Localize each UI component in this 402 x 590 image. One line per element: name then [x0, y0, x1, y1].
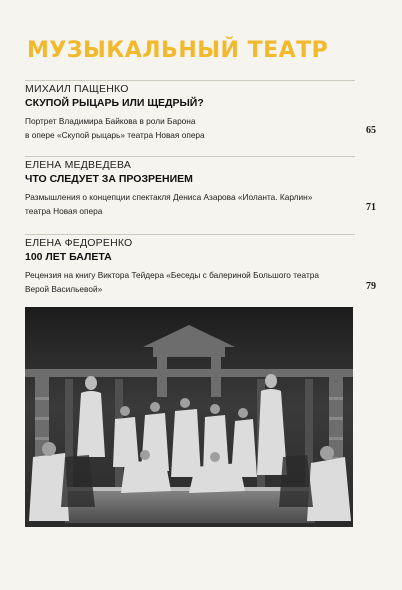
entry-description: [25, 114, 355, 142]
page-number[interactable]: 65: [366, 125, 376, 136]
section-title: МУЗЫКАЛЬНЫЙ ТЕАТР: [27, 38, 329, 63]
page-number[interactable]: 71: [366, 202, 376, 213]
stage-photo-illustration: [25, 307, 353, 527]
entry-description-line: в опере «Скупой рыцарь» театра Новая опера: [25, 130, 205, 140]
divider: [25, 156, 355, 157]
page-number[interactable]: 79: [366, 281, 376, 292]
divider: [25, 80, 355, 81]
entry-title[interactable]: СКУПОЙ РЫЦАРЬ ИЛИ ЩЕДРЫЙ?: [25, 97, 204, 109]
entry-title[interactable]: 100 ЛЕТ БАЛЕТА: [25, 251, 112, 263]
entry-author: ЕЛЕНА ФЕДОРЕНКО: [25, 237, 133, 249]
entry-description-line: Верой Васильевой»: [25, 284, 103, 294]
entry-description: [25, 268, 355, 296]
entry-description: [25, 190, 355, 218]
entry-description-line: Рецензия на книгу Виктора Тейдера «Беседы с балериной Большого театра: [25, 270, 319, 280]
entry-description-line: Портрет Владимира Байкова в роли Барона: [25, 116, 196, 126]
entry-author: МИХАИЛ ПАЩЕНКО: [25, 83, 129, 95]
stage-photo: [25, 307, 353, 527]
divider: [25, 234, 355, 235]
entry-description-line: Размышления о концепции спектакля Дениса Азарова «Иоланта. Карлин»: [25, 192, 313, 202]
entry-description-line: театра Новая опера: [25, 206, 103, 216]
entry-title[interactable]: ЧТО СЛЕДУЕТ ЗА ПРОЗРЕНИЕМ: [25, 173, 193, 185]
entry-author: ЕЛЕНА МЕДВЕДЕВА: [25, 159, 132, 171]
